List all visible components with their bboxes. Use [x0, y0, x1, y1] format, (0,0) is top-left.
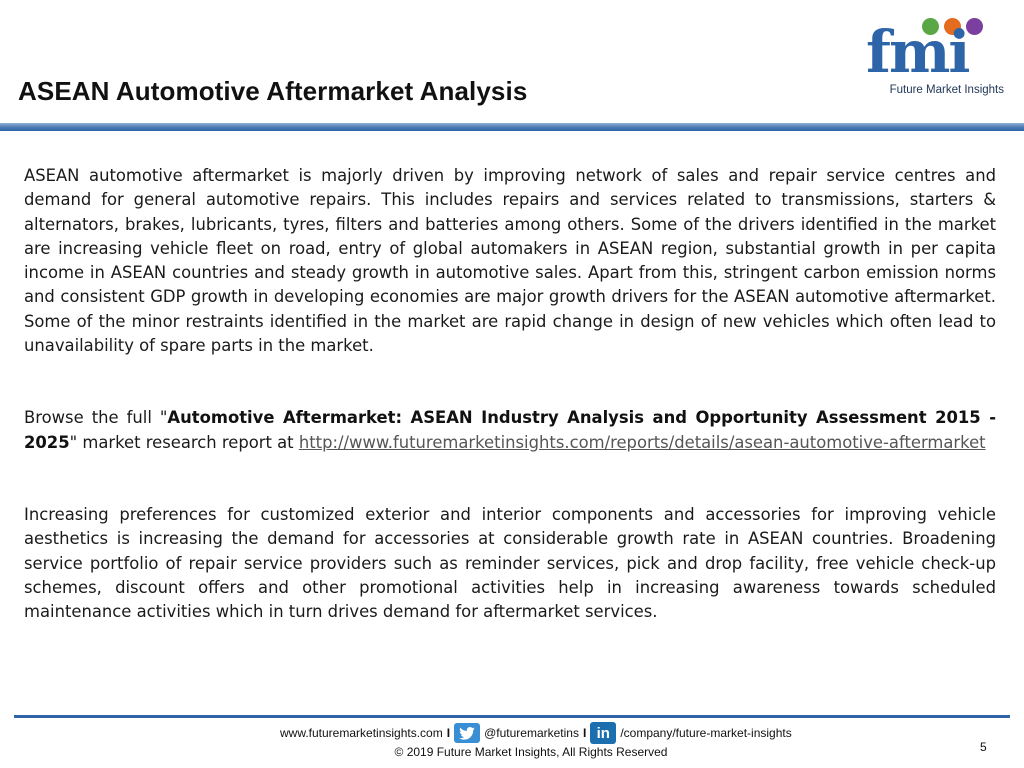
paragraph-market-drivers: ASEAN automotive aftermarket is majorly driven by improving network of sales and repair service centres and demand for general automotive repairs. This includes repairs and services related to transmissions, starters & alternators, brakes, lubricants, tyres, filters and batteries among others. Some of the drivers identified in the market are increasing vehicle fleet on road, entry of global automakers in ASEAN region, substantial growth in per capita income in ASEAN countries and steady growth in automotive sales. Apart from this, stringent carbon emission norms and consistent GDP growth in developing economies are major growth drivers for the ASEAN automotive aftermarket. Some of the minor restraints identified in the market are rapid change in design of new vehicles which often lead to unavailability of spare parts in the market. — [24, 166, 996, 356]
header-divider — [0, 123, 1024, 131]
footer-divider — [14, 715, 1010, 718]
browse-middle: " market research report at — [69, 432, 299, 452]
footer-linkedin-path[interactable]: /company/future-market-insights — [620, 726, 792, 740]
report-title: Automotive Aftermarket: ASEAN Industry Analysis and Opportunity Assessment 2015 - 2025 — [24, 408, 996, 452]
paragraph-browse-report — [24, 406, 996, 455]
logo-subtitle: Future Market Insights — [889, 84, 1004, 96]
page-title: ASEAN Automotive Aftermarket Analysis — [18, 76, 528, 106]
footer-website[interactable]: www.futuremarketinsights.com — [280, 726, 443, 740]
page-number: 5 — [980, 740, 987, 754]
body-content — [24, 164, 996, 624]
footer-twitter-handle[interactable]: @futuremarketins — [484, 726, 579, 740]
browse-prefix: Browse the full " — [24, 408, 168, 428]
footer-copyright: © 2019 Future Market Insights, All Rights Reserved — [394, 745, 668, 759]
footer-links — [280, 722, 792, 744]
twitter-icon[interactable] — [454, 723, 480, 743]
logo-wordmark: fmi — [866, 18, 969, 86]
footer-separator: I — [446, 726, 451, 740]
footer-separator: I — [582, 726, 587, 740]
report-link[interactable]: http://www.futuremarketinsights.com/reports/details/asean-automotive-aftermarket — [298, 432, 986, 452]
logo-accent-purple — [966, 18, 983, 35]
paragraph-accessories: Increasing preferences for customized exterior and interior components and accessories for improving vehicle aesthetics is increasing the demand for accessories at considerable growth rate in ASEAN countries. Broadening service portfolio of repair service providers such as reminder services, pick and drop facility, free vehicle check-up schemes, discount offers and other promotional activities help in increasing awareness towards scheduled maintenance activities which in turn drives demand for aftermarket services. — [24, 504, 996, 622]
linkedin-icon[interactable]: in — [590, 722, 616, 744]
fmi-logo — [862, 16, 1008, 100]
